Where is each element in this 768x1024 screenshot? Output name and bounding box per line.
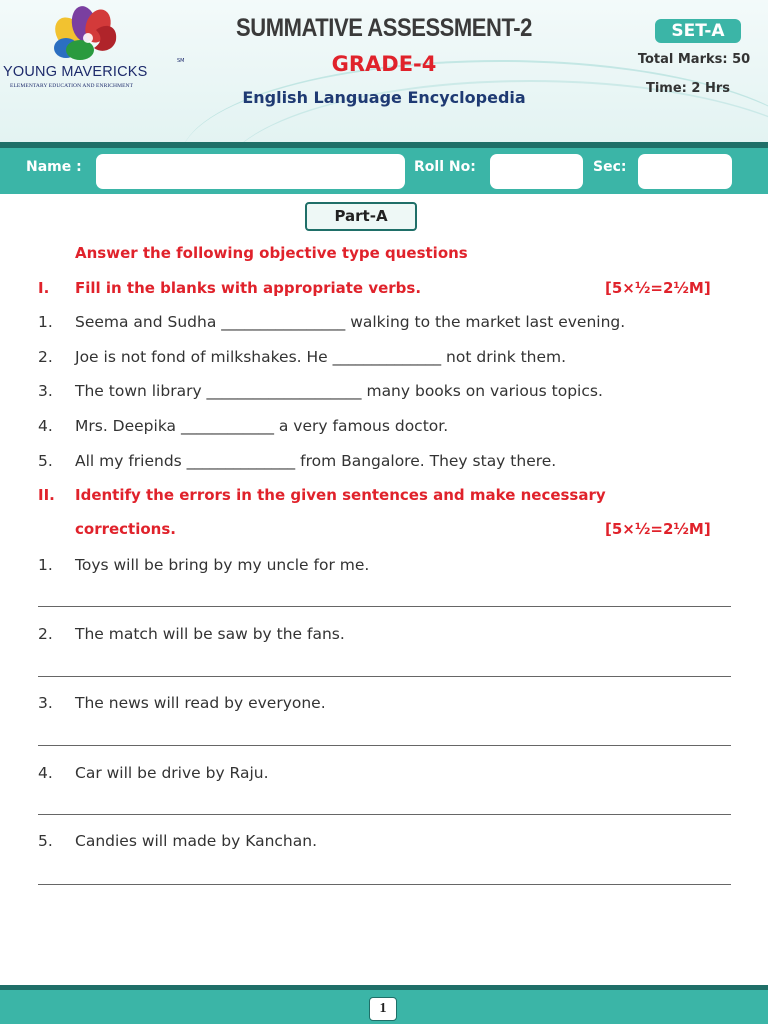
fill-blank-question: Joe is not fond of milkshakes. He ______________ not drink them. [75,348,567,366]
young-mavericks-logo [0,4,190,94]
total-marks: Total Marks: 50 [637,52,751,67]
section-2-marks: [5×½=2½M] [605,520,711,538]
question-number: 1. [38,313,53,331]
roll-no-field[interactable] [490,154,583,189]
fill-blank-question: Seema and Sudha ________________ walking to the market last evening. [75,313,626,331]
fill-blank-question: All my friends ______________ from Bangalore. They stay there. [75,452,557,470]
error-question: Toys will be bring by my uncle for me. [75,556,370,574]
section-2-heading: Identify the errors in the given sentences and make necessary [75,486,606,504]
name-field[interactable] [96,154,405,189]
logo-tagline: ELEMENTARY EDUCATION AND ENRICHMENT [10,83,134,89]
answer-line[interactable] [38,814,731,815]
grade-label: GRADE-4 [331,52,437,76]
question-number: 3. [38,694,53,712]
error-question: Candies will made by Kanchan. [75,832,317,850]
fill-blank-question: The town library ____________________ many books on various topics. [75,382,603,400]
question-number: 3. [38,382,53,400]
section-field[interactable] [638,154,732,189]
logo-mark-icon [44,4,134,62]
section-1-heading: Fill in the blanks with appropriate verbs. [75,279,422,297]
student-info-bar [0,142,768,194]
question-number: 2. [38,625,53,643]
question-number: 1. [38,556,53,574]
question-number: 4. [38,417,53,435]
question-number: 5. [38,452,53,470]
error-question: The news will read by everyone. [75,694,326,712]
section-1-marks: [5×½=2½M] [605,279,711,297]
error-question: The match will be saw by the fans. [75,625,345,643]
logo-trademark: SM [177,58,185,64]
name-label: Name : [26,159,82,175]
page-footer [0,985,768,1024]
time-allowed: Time: 2 Hrs [645,81,730,96]
section-1-numeral: I. [38,279,50,297]
set-badge: SET-A [655,19,741,43]
question-number: 4. [38,764,53,782]
answer-line[interactable] [38,606,731,607]
answer-line[interactable] [38,745,731,746]
page-header [0,0,768,142]
fill-blank-question: Mrs. Deepika ____________ a very famous doctor. [75,417,449,435]
error-question: Car will be drive by Raju. [75,764,269,782]
section-2-heading-continued: corrections. [75,520,176,538]
section-2-numeral: II. [38,486,55,504]
question-number: 5. [38,832,53,850]
part-a-label: Part-A [305,202,417,231]
logo-name: YOUNG MAVERICKS [3,64,148,80]
instruction-text: Answer the following objective type questions [75,244,468,262]
answer-line[interactable] [38,884,731,885]
subject-label: English Language Encyclopedia [242,88,526,107]
section-label: Sec: [593,159,627,175]
page-number: 1 [369,997,397,1021]
question-number: 2. [38,348,53,366]
assessment-title: SUMMATIVE ASSESSMENT-2 [236,14,532,42]
roll-no-label: Roll No: [414,159,476,175]
answer-line[interactable] [38,676,731,677]
